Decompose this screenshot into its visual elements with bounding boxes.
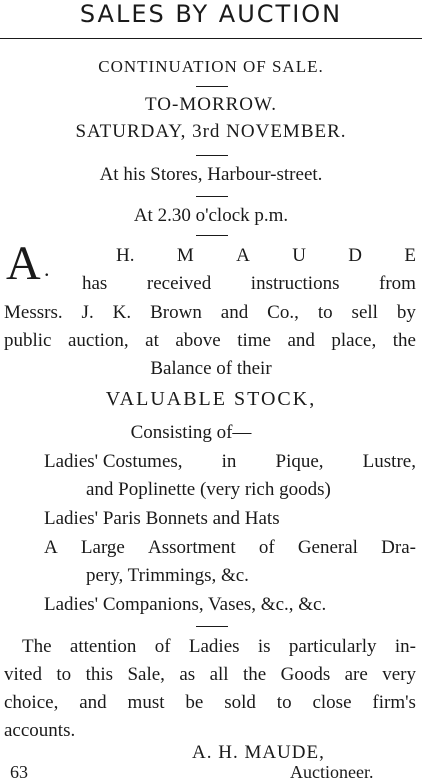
body-word: instructions [250, 273, 340, 294]
signature-name: A. H. MAUDE, [192, 742, 325, 763]
item-word: Assortment [148, 537, 236, 558]
notice-word: close [312, 692, 352, 713]
body-word: Messrs. [4, 302, 63, 323]
notice-word: attention [69, 636, 137, 657]
notice-word: are [344, 664, 368, 685]
notice-word: Sale, [127, 664, 165, 685]
divider-3 [196, 196, 228, 197]
body-word: at [145, 330, 159, 351]
item-1-line-b: and Poplinette (very rich goods) [86, 479, 331, 500]
valuable-stock-heading: VALUABLE STOCK, [105, 388, 317, 410]
body-word: Co., [267, 302, 299, 323]
body-word: by [396, 302, 416, 323]
body-word: auction, [67, 330, 129, 351]
body-word: to [317, 302, 333, 323]
heading-rule [0, 38, 422, 39]
body-word: time [237, 330, 271, 351]
signature-title: Auctioneer. [290, 762, 374, 782]
divider-2 [196, 155, 228, 156]
body-line-1 [116, 245, 416, 267]
notice-word: firm's [372, 692, 416, 713]
notice-word: all [209, 664, 229, 685]
name-letter: H. [116, 245, 135, 266]
notice-word: The [22, 636, 52, 657]
item-3-line-b: pery, Trimmings, &c. [86, 565, 249, 586]
notice-word: to [56, 664, 72, 685]
notice-line-4: accounts. [4, 720, 76, 741]
date-saturday: SATURDAY, 3rd NOVEMBER. [75, 121, 347, 142]
body-word: Brown [150, 302, 202, 323]
time-line: At 2.30 o'clock p.m. [133, 205, 289, 226]
notice-line-2 [4, 664, 416, 686]
notice-word: in- [394, 636, 416, 657]
notice-word: must [127, 692, 165, 713]
dropcap-letter: A [6, 237, 41, 290]
notice-word: vited [4, 664, 42, 685]
consisting-of-line: Consisting of— [130, 422, 252, 443]
notice-word: very [382, 664, 416, 685]
body-word: public [4, 330, 52, 351]
divider-4 [196, 235, 228, 236]
divider-1 [196, 86, 228, 87]
body-line-3 [4, 302, 416, 324]
notice-line-1 [22, 636, 416, 658]
item-3-line-a [44, 537, 416, 559]
name-letter: E [404, 245, 416, 266]
item-1-line-a [44, 451, 416, 473]
notice-word: Goods [280, 664, 331, 685]
heading-sales-by-auction: SALES BY AUCTION [79, 0, 343, 28]
item-word: Large [80, 537, 125, 558]
notice-word: particularly [288, 636, 377, 657]
notice-word: choice, [4, 692, 59, 713]
notice-word: sold [224, 692, 256, 713]
body-word: and [287, 330, 315, 351]
body-balance-of-their: Balance of their [150, 358, 272, 379]
body-word: sell [351, 302, 378, 323]
notice-word: of [154, 636, 171, 657]
body-word: from [379, 273, 416, 294]
item-word: Ladies' Costumes, [44, 451, 183, 472]
notice-word: Ladies [188, 636, 240, 657]
location-line: At his Stores, Harbour-street. [99, 164, 323, 185]
name-letter: A [236, 245, 250, 266]
body-word: received [146, 273, 212, 294]
divider-5 [196, 626, 228, 627]
body-word: and [220, 302, 249, 323]
notice-word: as [179, 664, 196, 685]
item-word: in [221, 451, 237, 472]
body-line-4 [4, 330, 416, 352]
notice-line-3 [4, 692, 416, 714]
subtitle-continuation: CONTINUATION OF SALE. [98, 57, 324, 76]
dropcap-dot: . [44, 256, 50, 281]
body-word: has [82, 273, 108, 294]
item-word: Dra- [381, 537, 416, 558]
name-letter: U [292, 245, 306, 266]
item-word: General [297, 537, 358, 558]
body-line-2 [82, 273, 416, 295]
signature-number: 63 [10, 762, 28, 782]
notice-word: is [257, 636, 271, 657]
item-4: Ladies' Companions, Vases, &c., &c. [44, 594, 327, 615]
notice-word: and [79, 692, 107, 713]
item-word: Pique, [275, 451, 324, 472]
item-word: Lustre, [362, 451, 416, 472]
notice-word: the [242, 664, 267, 685]
body-word: place, [331, 330, 377, 351]
notice-word: to [276, 692, 292, 713]
item-word: A [44, 537, 58, 558]
notice-word: this [85, 664, 114, 685]
name-letter: D [348, 245, 363, 266]
body-word: K. [112, 302, 132, 323]
notice-word: be [185, 692, 204, 713]
name-letter: M [176, 245, 194, 266]
date-tomorrow: TO-MORROW. [145, 94, 277, 115]
item-word: of [258, 537, 275, 558]
body-word: the [392, 330, 416, 351]
body-word: J. [81, 302, 94, 323]
body-word: above [175, 330, 221, 351]
item-2: Ladies' Paris Bonnets and Hats [44, 508, 280, 529]
